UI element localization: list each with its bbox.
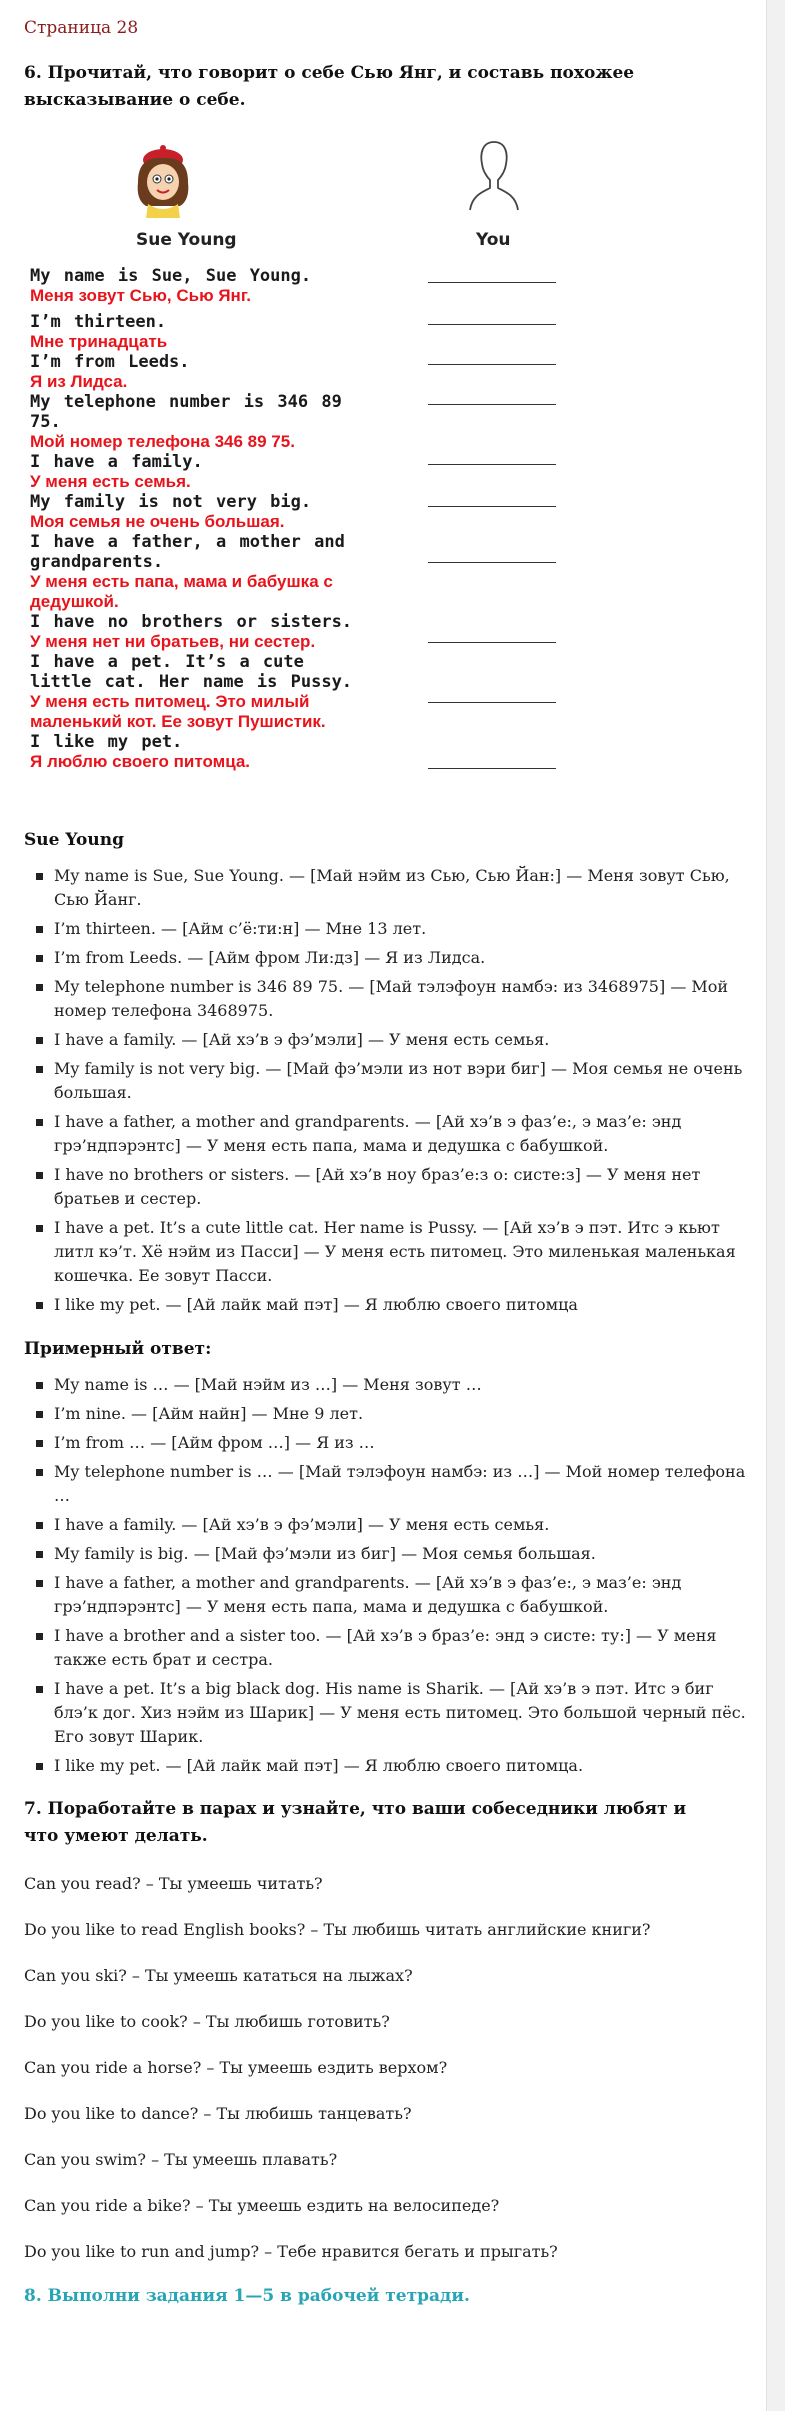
sue-young-section-title: Sue Young bbox=[24, 830, 124, 850]
answer-blank-line bbox=[428, 562, 556, 563]
answer-blank-line bbox=[428, 282, 556, 283]
list-item: I’m thirteen. — [Айм с’ё:ти:н] — Мне 13 лет. bbox=[54, 917, 754, 941]
list-item: I have a father, a mother and grandparents. — [Ай хэ’в э фаз’е:, э маз’е: энд грэ’ндпэрэнтс] — У меня есть папа, мама и дедушка с бабушкой. bbox=[54, 1110, 754, 1158]
question-line: Do you like to cook? – Ты любишь готовить? bbox=[24, 2012, 390, 2031]
list-item: I have a pet. It’s a big black dog. His name is Sharik. — [Ай хэ’в э пэт. Итс э биг блэ’к дог. Хиз нэйм из Шарик] — У меня есть питомец. Это большой черный пёс. Его зовут Шарик. bbox=[54, 1677, 754, 1749]
answer-blank-line bbox=[428, 642, 556, 643]
question-line: Can you read? – Ты умеешь читать? bbox=[24, 1874, 323, 1893]
task-8-heading: 8. Выполни задания 1—5 в рабочей тетради. bbox=[24, 2286, 470, 2306]
article bbox=[24, 18, 754, 2323]
worksheet-en-line: My name is Sue, Sue Young. bbox=[30, 266, 312, 286]
worksheet-ru-line: Мне тринадцать bbox=[30, 332, 168, 351]
worksheet-en-line: I have no brothers or sisters. bbox=[30, 612, 353, 632]
scrollbar-track[interactable] bbox=[766, 0, 785, 2411]
list-item: I like my pet. — [Ай лайк май пэт] — Я люблю своего питомца bbox=[54, 1293, 754, 1317]
worksheet-ru-line: Мой номер телефона 346 89 75. bbox=[30, 432, 295, 451]
answer-blank-line bbox=[428, 702, 556, 703]
question-line: Can you swim? – Ты умеешь плавать? bbox=[24, 2150, 338, 2169]
list-item: I have a family. — [Ай хэ’в э фэ’мэли] — У меня есть семья. bbox=[54, 1028, 754, 1052]
worksheet-sentences bbox=[30, 266, 360, 772]
sue-young-illustration bbox=[128, 138, 198, 218]
you-silhouette-illustration bbox=[464, 138, 524, 218]
list-item: My telephone number is … — [Май тэлэфоун намбэ: из …] — Мой номер телефона … bbox=[54, 1460, 754, 1508]
list-item: My name is Sue, Sue Young. — [Май нэйм из Сью, Сью Йан:] — Меня зовут Сью, Сью Йанг. bbox=[54, 864, 754, 912]
list-item: My family is not very big. — [Май фэ’мэли из нот вэри биг] — Моя семья не очень большая. bbox=[54, 1057, 754, 1105]
question-line: Can you ride a horse? – Ты умеешь ездить верхом? bbox=[24, 2058, 448, 2077]
answer-blank-line bbox=[428, 364, 556, 365]
sue-young-transcription-list bbox=[24, 864, 754, 1317]
worksheet-en-line: My family is not very big. bbox=[30, 492, 312, 512]
list-item: My telephone number is 346 89 75. — [Май тэлэфоун намбэ: из 3468975] — Мой номер телефона 3468975. bbox=[54, 975, 754, 1023]
answer-blank-line bbox=[428, 324, 556, 325]
list-item: I have a pet. It’s a cute little cat. Her name is Pussy. — [Ай хэ’в э пэт. Итс э кьют литл кэ’т. Хё нэйм из Пасси] — У меня есть питомец. Это миленькая маленькая кошечка. Ее зовут Пасси. bbox=[54, 1216, 754, 1288]
column-heading-you: You bbox=[476, 230, 511, 250]
worksheet-ru-line: У меня есть семья. bbox=[30, 472, 191, 491]
list-item: I have a family. — [Ай хэ’в э фэ’мэли] — У меня есть семья. bbox=[54, 1513, 754, 1537]
worksheet-en-line: I have a pet. It’s a cute little cat. Her name is Pussy. bbox=[30, 652, 353, 692]
list-item: My name is … — [Май нэйм из …] — Меня зовут … bbox=[54, 1373, 754, 1397]
list-item: I’m from Leeds. — [Айм фром Ли:дз] — Я из Лидса. bbox=[54, 946, 754, 970]
example-answer-list bbox=[24, 1373, 754, 1778]
worksheet-en-line: I’m from Leeds. bbox=[30, 352, 190, 372]
list-item: I like my pet. — [Ай лайк май пэт] — Я люблю своего питомца. bbox=[54, 1754, 754, 1778]
page-label: Страница 28 bbox=[24, 18, 139, 38]
worksheet-ru-line: У меня нет ни братьев, ни сестер. bbox=[30, 632, 316, 651]
worksheet-en-line: I’m thirteen. bbox=[30, 312, 167, 332]
task-6-heading: 6. Прочитай, что говорит о себе Сью Янг, и составь похожее высказывание о себе. bbox=[24, 63, 635, 110]
worksheet-ru-line: Меня зовут Сью, Сью Янг. bbox=[30, 286, 251, 305]
answer-blank-line bbox=[428, 404, 556, 405]
answer-blank-line bbox=[428, 506, 556, 507]
question-line: Do you like to dance? – Ты любишь танцевать? bbox=[24, 2104, 412, 2123]
worksheet-ru-line: У меня есть питомец. Это милый маленький кот. Ее зовут Пушистик. bbox=[30, 692, 326, 731]
column-heading-sue: Sue Young bbox=[136, 230, 237, 250]
worksheet-en-line: I have a family. bbox=[30, 452, 203, 472]
list-item: I have a brother and a sister too. — [Ай хэ’в э браз’е: энд э систе: ту:] — У меня также есть брат и сестра. bbox=[54, 1624, 754, 1672]
answer-blank-line bbox=[428, 768, 556, 769]
list-item: I have no brothers or sisters. — [Ай хэ’в ноу браз’е:з о: систе:з] — У меня нет братьев и сестер. bbox=[54, 1163, 754, 1211]
question-line: Do you like to read English books? – Ты любишь читать английские книги? bbox=[24, 1920, 651, 1939]
question-line: Can you ski? – Ты умеешь кататься на лыжах? bbox=[24, 1966, 413, 1985]
worksheet-image bbox=[24, 114, 754, 774]
worksheet-en-line: My telephone number is 346 89 75. bbox=[30, 392, 342, 432]
list-item: I’m from … — [Айм фром …] — Я из … bbox=[54, 1431, 754, 1455]
task-7-heading: 7. Поработайте в парах и узнайте, что ваши собеседники любят и что умеют делать. bbox=[24, 1799, 687, 1846]
worksheet-ru-line: Моя семья не очень большая. bbox=[30, 512, 285, 531]
list-item: My family is big. — [Май фэ’мэли из биг] — Моя семья большая. bbox=[54, 1542, 754, 1566]
worksheet-en-line: I like my pet. bbox=[30, 732, 183, 752]
worksheet-ru-line: У меня есть папа, мама и бабушка с дедушкой. bbox=[30, 572, 333, 611]
example-answer-title: Примерный ответ: bbox=[24, 1339, 212, 1359]
worksheet-en-line: I have a father, a mother and grandparents. bbox=[30, 532, 345, 572]
list-item: I’m nine. — [Айм найн] — Мне 9 лет. bbox=[54, 1402, 754, 1426]
worksheet-ru-line: Я из Лидса. bbox=[30, 372, 128, 391]
list-item: I have a father, a mother and grandparents. — [Ай хэ’в э фаз’е:, э маз’е: энд грэ’ндпэрэнтс] — У меня есть папа, мама и дедушка с бабушкой. bbox=[54, 1571, 754, 1619]
answer-blank-line bbox=[428, 464, 556, 465]
worksheet-ru-line: Я люблю своего питомца. bbox=[30, 752, 251, 771]
question-line: Do you like to run and jump? – Тебе нравится бегать и прыгать? bbox=[24, 2242, 558, 2261]
question-line: Can you ride a bike? – Ты умеешь ездить на велосипеде? bbox=[24, 2196, 500, 2215]
